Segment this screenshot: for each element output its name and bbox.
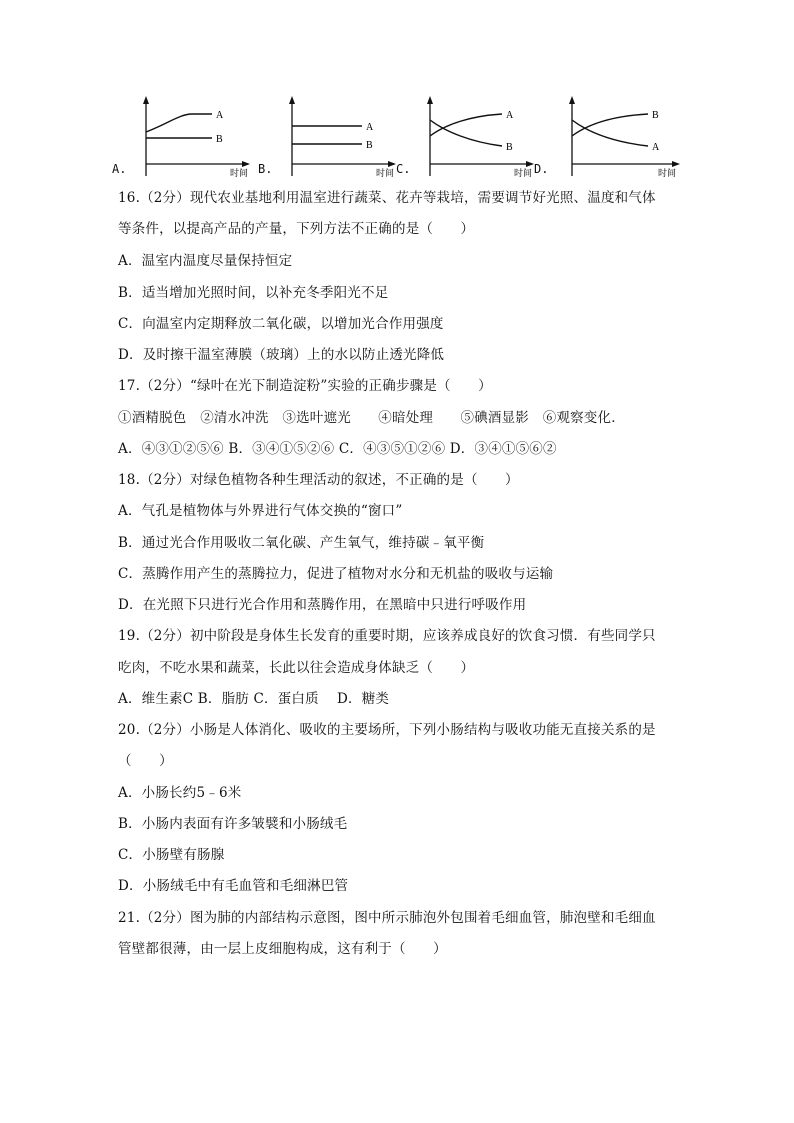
- graph-line-label: B: [366, 140, 373, 151]
- question-16-stem-cont: 等条件，以提高产品的产量，下列方法不正确的是（ ）: [118, 221, 475, 237]
- question-20-option-d: D．小肠绒毛中有毛血管和毛细淋巴管: [118, 878, 349, 894]
- graph-option-b: [258, 92, 398, 180]
- graph-option-label: C.: [396, 162, 411, 176]
- graph-line-label: B: [216, 134, 223, 145]
- graph-b-plot: [278, 92, 396, 180]
- graph-option-d: [534, 92, 684, 180]
- question-19-options: A．维生素C B．脂肪 C．蛋白质 D．糖类: [118, 691, 390, 707]
- graph-x-axis-label: 时间: [376, 169, 395, 179]
- graph-line-label: B: [652, 110, 659, 121]
- graph-d-plot: [558, 92, 682, 180]
- question-17-steps: ①酒精脱色 ②清水冲洗 ③选叶遮光 ④暗处理 ⑤碘酒显影 ⑥观察变化．: [118, 410, 625, 426]
- question-16-option-b: B．适当增加光照时间，以补充冬季阳光不足: [118, 285, 389, 301]
- graph-option-label: D.: [534, 162, 549, 176]
- question-21-stem: 21.（2分）图为肺的内部结构示意图，图中所示肺泡外包围着毛细血管，肺泡壁和毛细血: [118, 910, 656, 926]
- question-18-option-d: D．在光照下只进行光合作用和蒸腾作用，在黑暗中只进行呼吸作用: [118, 597, 527, 613]
- question-21-stem-cont: 管壁都很薄，由一层上皮细胞构成，这有利于（ ）: [118, 941, 447, 957]
- graph-line-label: B: [506, 142, 513, 153]
- question-20-stem-cont: （ ）: [118, 753, 173, 769]
- question-18-option-b: B．通过光合作用吸收二氧化碳、产生氧气，维持碳﹣氧平衡: [118, 535, 485, 551]
- question-16-stem: 16.（2分）现代农业基地利用温室进行蔬菜、花卉等栽培，需要调节好光照、温度和气体: [118, 190, 656, 206]
- question-20-stem: 20.（2分）小肠是人体消化、吸收的主要场所，下列小肠结构与吸收功能无直接关系的是: [118, 722, 656, 738]
- question-20-option-c: C．小肠壁有肠腺: [118, 847, 225, 863]
- graph-option-label: B.: [258, 162, 273, 176]
- graph-option-a: [112, 92, 252, 180]
- question-17-options: A．④③①②⑤⑥ B．③④①⑤②⑥ C．④③⑤①②⑥ D．③④①⑤⑥②: [118, 441, 557, 457]
- question-20-option-a: A．小肠长约5﹣6米: [118, 785, 242, 801]
- question-17-stem: 17.（2分）“绿叶在光下制造淀粉”实验的正确步骤是（ ）: [118, 378, 492, 394]
- question-16-option-c: C．向温室内定期释放二氧化碳，以增加光合作用强度: [118, 316, 444, 332]
- graph-a-plot: [132, 92, 250, 180]
- question-19-stem: 19.（2分）初中阶段是身体生长发育的重要时期，应该养成良好的饮食习惯．有些同学只: [118, 628, 656, 644]
- question-19-stem-cont: 吃肉，不吃水果和蔬菜，长此以往会造成身体缺乏（ ）: [118, 660, 475, 676]
- graph-line-label: A: [652, 142, 660, 153]
- graph-x-axis-label: 时间: [514, 169, 533, 179]
- question-16-option-d: D．及时擦干温室薄膜（玻璃）上的水以防止透光降低: [118, 347, 445, 363]
- question-20-option-b: B．小肠内表面有许多皱襞和小肠绒毛: [118, 816, 348, 832]
- question-18-stem: 18.（2分）对绿色植物各种生理活动的叙述，不正确的是（ ）: [118, 472, 519, 488]
- question-18-option-a: A．气孔是植物体与外界进行气体交换的“窗口”: [118, 503, 403, 519]
- graph-option-label: A.: [112, 162, 127, 176]
- graph-x-axis-label: 时间: [230, 169, 249, 179]
- graph-line-label: A: [506, 110, 514, 121]
- graph-line-label: A: [216, 110, 224, 121]
- answer-graphs-row: [112, 92, 682, 180]
- graph-line-label: A: [366, 122, 374, 133]
- graph-option-c: [396, 92, 536, 180]
- question-16-option-a: A．温室内温度尽量保持恒定: [118, 253, 293, 269]
- graph-c-plot: [416, 92, 534, 180]
- graph-x-axis-label: 时间: [658, 169, 677, 179]
- question-18-option-c: C．蒸腾作用产生的蒸腾拉力，促进了植物对水分和无机盐的吸收与运输: [118, 566, 554, 582]
